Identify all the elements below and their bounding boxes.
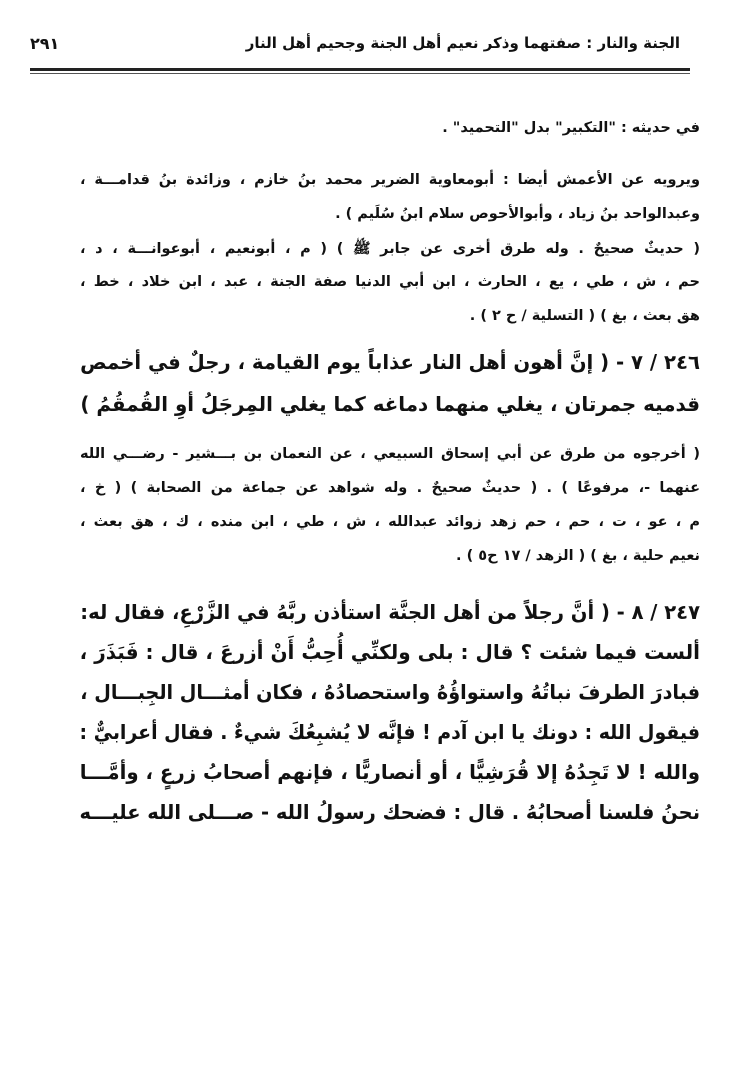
text-line: ( حديثٌ صحيحٌ . وله طرق أخرى عن جابر ﷺ ) ( م ، أبونعيم ، أبوعوانـــة ، د ، bbox=[80, 241, 700, 257]
header-rule-thin bbox=[30, 73, 690, 74]
text-line: ( أخرجوه من طرق عن أبي إسحاق السبيعي ، عن النعمان بن بـــشير - رضـــي الله bbox=[80, 446, 700, 462]
text-line: نعيم حلية ، بغ ) ( الزهد / ١٧ ح٥ ) . bbox=[456, 548, 700, 564]
running-header-title: الجنة والنار : صفتهما وذكر نعيم أهل الجنة وجحيم أهل النار bbox=[245, 34, 680, 52]
text-line: نحنُ فلسنا أصحابُهُ . قال : فضحك رسولُ الله - صـــلى الله عليـــه bbox=[79, 800, 701, 824]
running-header bbox=[30, 34, 680, 60]
text-line: والله ! لا تَجِدُهُ إلا قُرَشِيًّا ، أو أنصاريًّا ، فإنهم أصحابُ زرعٍ ، وأمَّـــا bbox=[79, 760, 701, 784]
text-line: ٢٤٦ / ٧ - ( إنَّ أهون أهل النار عذاباً يوم القيامة ، رجلٌ في أخمص bbox=[80, 350, 700, 374]
text-line: حم ، ش ، طي ، يع ، الحارث ، ابن أبي الدنيا صفة الجنة ، عبد ، ابن خلاد ، خط ، bbox=[80, 274, 700, 290]
text-line: ألست فيما شئت ؟ قال : بلى ولكنِّي أُحِبُّ أَنْ أزرعَ ، قال : فَبَذَرَ ، bbox=[79, 640, 700, 664]
text-line: ٢٤٧ / ٨ - ( أنَّ رجلاً من أهل الجنَّة استأذن ربَّهُ في الزَّرْعِ، فقال له: bbox=[80, 600, 700, 624]
text-line: ويرويه عن الأعمش أيضا : أبومعاوية الضرير محمد بنُ خازم ، وزائدة بنُ قدامـــة ، bbox=[80, 172, 700, 188]
header-rule bbox=[30, 68, 690, 71]
text-line: فيقول الله : دونك يا ابن آدم ! فإنَّه لا يُشبِعُكَ شيءٌ . فقال أعرابيٌّ : bbox=[79, 720, 700, 744]
text-line: هق بعث ، بغ ) ( التسلية / ح ٢ ) . bbox=[469, 308, 700, 324]
text-line: في حديثه : "التكبير" بدل "التحميد" . bbox=[442, 120, 700, 136]
text-line: قدميه جمرتان ، يغلي منهما دماغه كما يغلي المِرجَلُ أوِ القُمقُمُ ) bbox=[80, 392, 701, 416]
text-line: م ، عو ، ت ، حم ، حم زهد زوائد عبدالله ، ش ، طي ، ابن منده ، ك ، هق بعث ، bbox=[80, 514, 700, 530]
page-number: ٢٩١ bbox=[30, 34, 60, 53]
text-line: فبادرَ الطرفَ نباتُهُ واستواؤُهُ واستحصادُهُ ، فكان أمثـــال الجِبـــال ، bbox=[80, 680, 701, 704]
text-line: وعبدالواحد بنُ زياد ، وأبوالأحوص سلام ابنُ سُلَيم ) . bbox=[335, 206, 700, 222]
text-line: عنهما -، مرفوعًا ) . ( حديثٌ صحيحٌ . وله شواهد عن جماعة من الصحابة ) ( خ ، bbox=[80, 480, 700, 496]
